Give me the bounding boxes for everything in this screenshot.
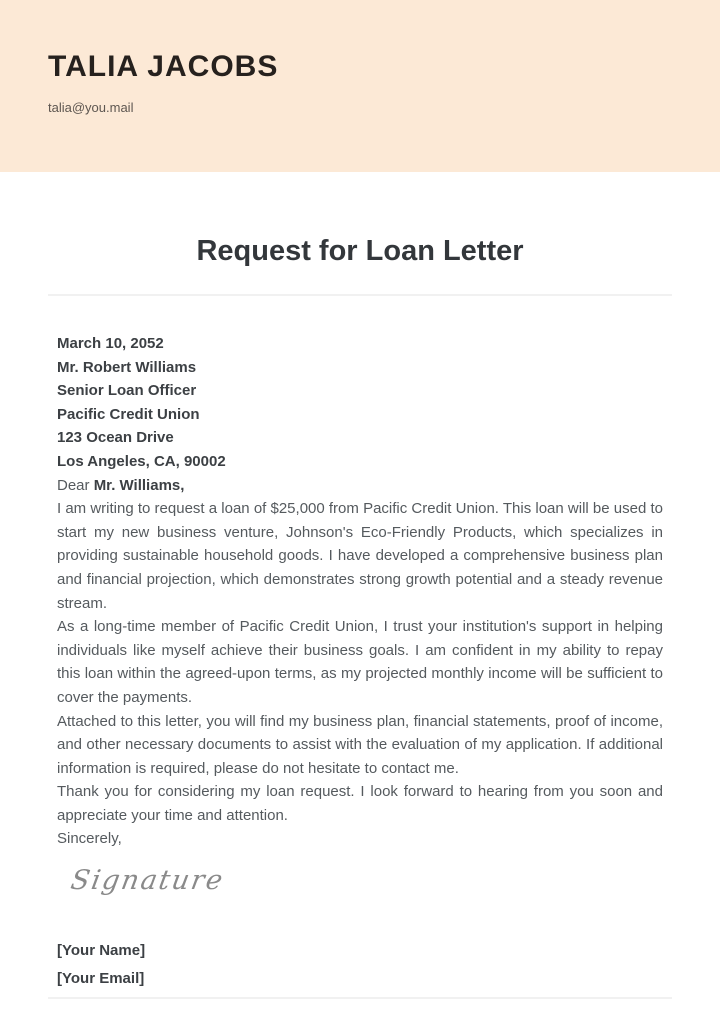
paragraph-2: As a long-time member of Pacific Credit Union, I trust your institution's support in helping individuals like myself achieve their business goals. I am confident in my ability to repay this loan within the agreed-upon terms, as my projected monthly income will be sufficient to cover the payments.: [57, 618, 663, 706]
footer-divider: [48, 997, 672, 999]
paragraph-4: Thank you for considering my loan request. I look forward to hearing from you soon and appreciate your time and attention.: [57, 783, 663, 824]
page-title: Request for Loan Letter: [196, 235, 524, 267]
signature-script: Signature: [68, 865, 227, 897]
salutation: [57, 474, 663, 498]
recipient-name: Mr. Robert Williams: [57, 358, 197, 376]
paragraph-1: I am writing to request a loan of $25,000 from Pacific Credit Union. This loan will be used to start my new business venture, Johnson's Eco-Friendly Products, which specializes in providing sustainable household goods. I have developed a comprehensive business plan and financial projection, which demonstrates strong growth potential and a steady revenue stream.: [57, 500, 663, 612]
salutation-prefix: Dear: [57, 476, 94, 494]
closing: Sincerely,: [57, 830, 122, 848]
recipient-street: 123 Ocean Drive: [57, 429, 174, 447]
recipient-city: Los Angeles, CA, 90002: [57, 452, 226, 470]
recipient-company: Pacific Credit Union: [57, 405, 200, 423]
letter-date: March 10, 2052: [57, 335, 164, 352]
paragraph-3: Attached to this letter, you will find my business plan, financial statements, proof of income, and other necessary documents to assist with the evaluation of my application. If additional information is required, please do not hesitate to contact me.: [57, 712, 663, 777]
header-band: [0, 0, 720, 172]
your-name-placeholder: [Your Name]: [57, 941, 146, 959]
your-email-placeholder: [Your Email]: [57, 969, 145, 987]
recipient-title: Senior Loan Officer: [57, 382, 197, 400]
sender-email: talia@you.mail: [48, 100, 134, 115]
sender-name: TALIA JACOBS: [48, 50, 279, 83]
placeholder-block: [57, 937, 663, 993]
salutation-name: Mr. Williams,: [93, 476, 185, 494]
letter-body: [0, 296, 720, 993]
